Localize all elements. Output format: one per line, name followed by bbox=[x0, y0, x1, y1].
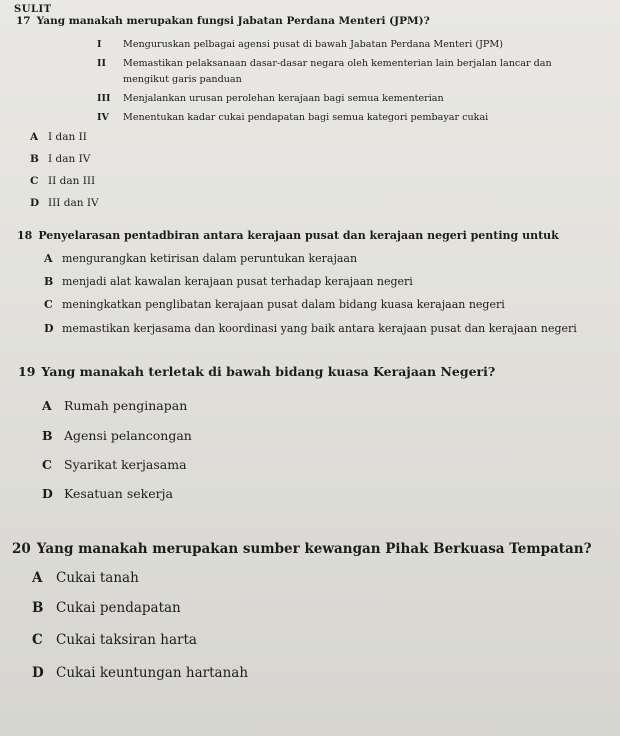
option-text: I dan IV bbox=[48, 153, 91, 165]
option-text: Cukai pendapatan bbox=[56, 600, 181, 616]
statement-roman: III bbox=[97, 93, 111, 104]
statement-text: Menentukan kadar cukai pendapatan bagi semua kategori pembayar cukai bbox=[123, 112, 489, 123]
option-letter: B bbox=[42, 428, 53, 443]
statement-roman: IV bbox=[97, 112, 109, 123]
option-letter: D bbox=[44, 322, 54, 335]
option-letter: A bbox=[32, 570, 43, 586]
statement-text: Menguruskan pelbagai agensi pusat di bawah Jabatan Perdana Menteri (JPM) bbox=[123, 39, 503, 50]
option-text: I dan II bbox=[48, 131, 87, 143]
question-20 bbox=[12, 541, 592, 557]
question-number: 20 bbox=[12, 541, 31, 557]
option-letter: D bbox=[30, 197, 40, 209]
statement-roman: II bbox=[97, 58, 106, 69]
option-text: II dan III bbox=[48, 175, 96, 187]
option-text: memastikan kerjasama dan koordinasi yang baik antara kerajaan pusat dan kerajaan negeri bbox=[62, 322, 577, 335]
option-text: menjadi alat kawalan kerajaan pusat terhadap kerajaan negeri bbox=[62, 275, 413, 288]
statement-roman: I bbox=[97, 39, 102, 50]
option-text: Cukai taksiran harta bbox=[56, 632, 197, 648]
option-text: Agensi pelancongan bbox=[64, 428, 192, 443]
option-letter: A bbox=[44, 252, 53, 265]
option-text: Rumah penginapan bbox=[64, 398, 188, 413]
option-text: Cukai keuntungan hartanah bbox=[56, 665, 249, 681]
header-mark: SULIT bbox=[14, 4, 52, 15]
question-18 bbox=[17, 229, 559, 242]
question-stem: Yang manakah merupakan fungsi Jabatan Perdana Menteri (JPM)? bbox=[36, 15, 430, 27]
statement-text: Memastikan pelaksanaan dasar-dasar negara oleh kementerian lain berjalan lancar dan bbox=[123, 58, 552, 69]
option-letter: B bbox=[30, 153, 39, 165]
question-stem: Penyelarasan pentadbiran antara kerajaan pusat dan kerajaan negeri penting untuk bbox=[38, 229, 559, 242]
option-letter: A bbox=[30, 131, 39, 143]
option-text: Cukai tanah bbox=[56, 570, 139, 586]
option-letter: C bbox=[30, 175, 39, 187]
option-letter: C bbox=[32, 632, 43, 648]
option-letter: D bbox=[42, 486, 53, 501]
statement-text: Menjalankan urusan perolehan kerajaan bagi semua kementerian bbox=[123, 93, 444, 104]
question-19 bbox=[18, 364, 495, 379]
option-letter: B bbox=[44, 275, 54, 288]
option-text: III dan IV bbox=[48, 197, 99, 209]
option-letter: B bbox=[32, 600, 44, 616]
option-text: Kesatuan sekerja bbox=[64, 486, 173, 501]
option-letter: C bbox=[42, 457, 52, 472]
option-text: meningkatkan penglibatan kerajaan pusat dalam bidang kuasa kerajaan negeri bbox=[62, 298, 505, 311]
question-number: 17 bbox=[16, 15, 31, 27]
statement-text: mengikut garis panduan bbox=[123, 74, 242, 85]
option-text: mengurangkan ketirisan dalam peruntukan kerajaan bbox=[62, 252, 358, 265]
option-letter: D bbox=[32, 665, 44, 681]
option-letter: C bbox=[44, 298, 53, 311]
option-text: Syarikat kerjasama bbox=[64, 457, 187, 472]
question-stem: Yang manakah merupakan sumber kewangan Pihak Berkuasa Tempatan? bbox=[36, 541, 592, 557]
question-number: 19 bbox=[18, 364, 36, 379]
question-17 bbox=[16, 15, 430, 27]
question-number: 18 bbox=[17, 229, 33, 242]
question-stem: Yang manakah terletak di bawah bidang kuasa Kerajaan Negeri? bbox=[41, 364, 496, 379]
option-letter: A bbox=[42, 398, 52, 413]
